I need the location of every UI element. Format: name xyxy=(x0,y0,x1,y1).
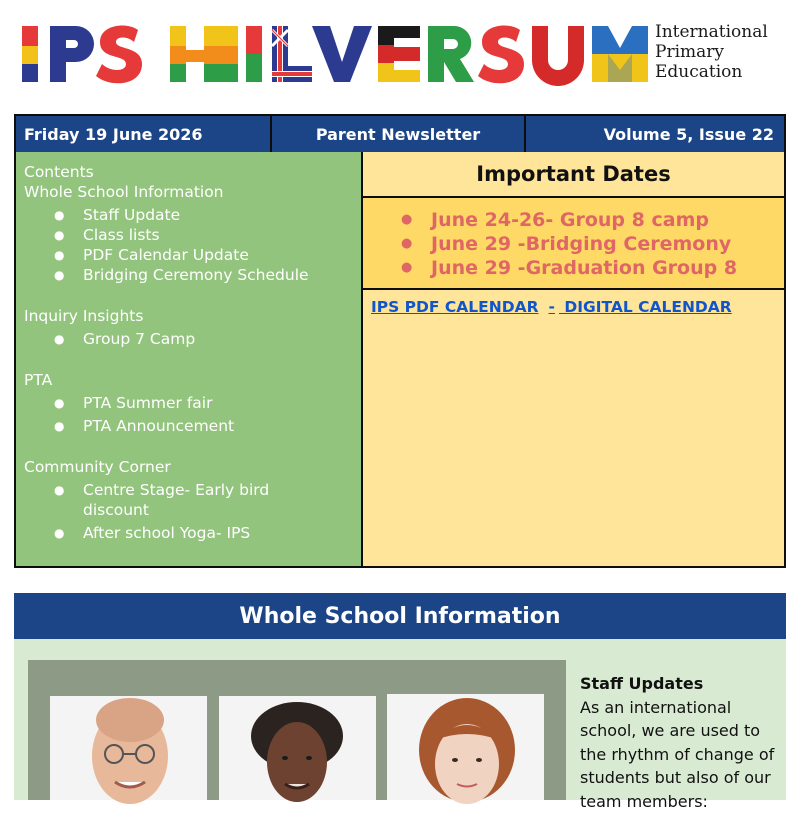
school-logo xyxy=(20,18,650,88)
tagline-line-2: Primary xyxy=(655,42,795,62)
important-date-item: ● June 29 -Bridging Ceremony xyxy=(401,232,784,256)
important-date-item: ● June 29 -Graduation Group 8 xyxy=(401,256,784,280)
contents-section-whole-school[interactable]: Whole School Information xyxy=(24,182,361,202)
contents-item[interactable]: ● Centre Stage- Early bird discount xyxy=(54,480,361,520)
important-date-item: ● June 24-26- Group 8 camp xyxy=(401,208,784,232)
contents-list-inquiry xyxy=(24,329,361,349)
contents-heading: Contents xyxy=(24,162,361,182)
newsletter-info-bar xyxy=(14,114,786,154)
staff-photo-woman-dark-hair-icon xyxy=(219,696,376,800)
contents-section-pta[interactable]: PTA xyxy=(24,370,361,390)
contents-item[interactable]: ● Group 7 Camp xyxy=(54,329,361,349)
contents-item[interactable]: ● Staff Update xyxy=(54,205,361,225)
newsletter-date: Friday 19 June 2026 xyxy=(16,116,272,152)
contents-item[interactable]: ● PDF Calendar Update xyxy=(54,245,361,265)
staff-updates-title: Staff Updates xyxy=(580,672,780,696)
important-dates-title: Important Dates xyxy=(363,152,784,198)
contents-item[interactable]: ● Bridging Ceremony Schedule xyxy=(54,265,361,285)
contents-item[interactable]: ● PTA Summer fair xyxy=(54,393,361,413)
contents-list-pta xyxy=(24,393,361,436)
staff-updates-text: As an international school, we are used to the rhythm of change of students but also of our team members: xyxy=(580,696,780,813)
calendar-links xyxy=(363,290,784,316)
contents-section-community[interactable]: Community Corner xyxy=(24,457,361,477)
important-dates-panel xyxy=(363,152,786,568)
contents-item[interactable]: ● Class lists xyxy=(54,225,361,245)
ips-hilversum-logo-icon xyxy=(20,18,650,88)
contents-item[interactable]: ● After school Yoga- IPS xyxy=(54,523,361,543)
staff-photo-man-glasses-icon xyxy=(50,696,207,800)
newsletter-title: Parent Newsletter xyxy=(272,116,526,152)
contents-item[interactable]: ● PTA Announcement xyxy=(54,416,361,436)
staff-photo-woman-red-hair-icon xyxy=(387,694,544,800)
staff-updates-block xyxy=(580,672,780,813)
calendar-link-separator[interactable]: - xyxy=(549,298,555,316)
contents-list-community xyxy=(24,480,361,543)
whole-school-heading: Whole School Information xyxy=(14,593,786,639)
school-tagline xyxy=(655,22,795,82)
tagline-line-1: International xyxy=(655,22,795,42)
important-dates-list xyxy=(363,198,784,290)
contents-list-whole-school xyxy=(24,205,361,285)
tagline-line-3: Education xyxy=(655,62,795,82)
pdf-calendar-link[interactable]: IPS PDF CALENDAR xyxy=(371,298,539,316)
newsletter-volume: Volume 5, Issue 22 xyxy=(526,116,784,152)
contents-section-inquiry[interactable]: Inquiry Insights xyxy=(24,306,361,326)
contents-panel xyxy=(14,152,363,568)
digital-calendar-link[interactable]: DIGITAL CALENDAR xyxy=(559,298,732,316)
